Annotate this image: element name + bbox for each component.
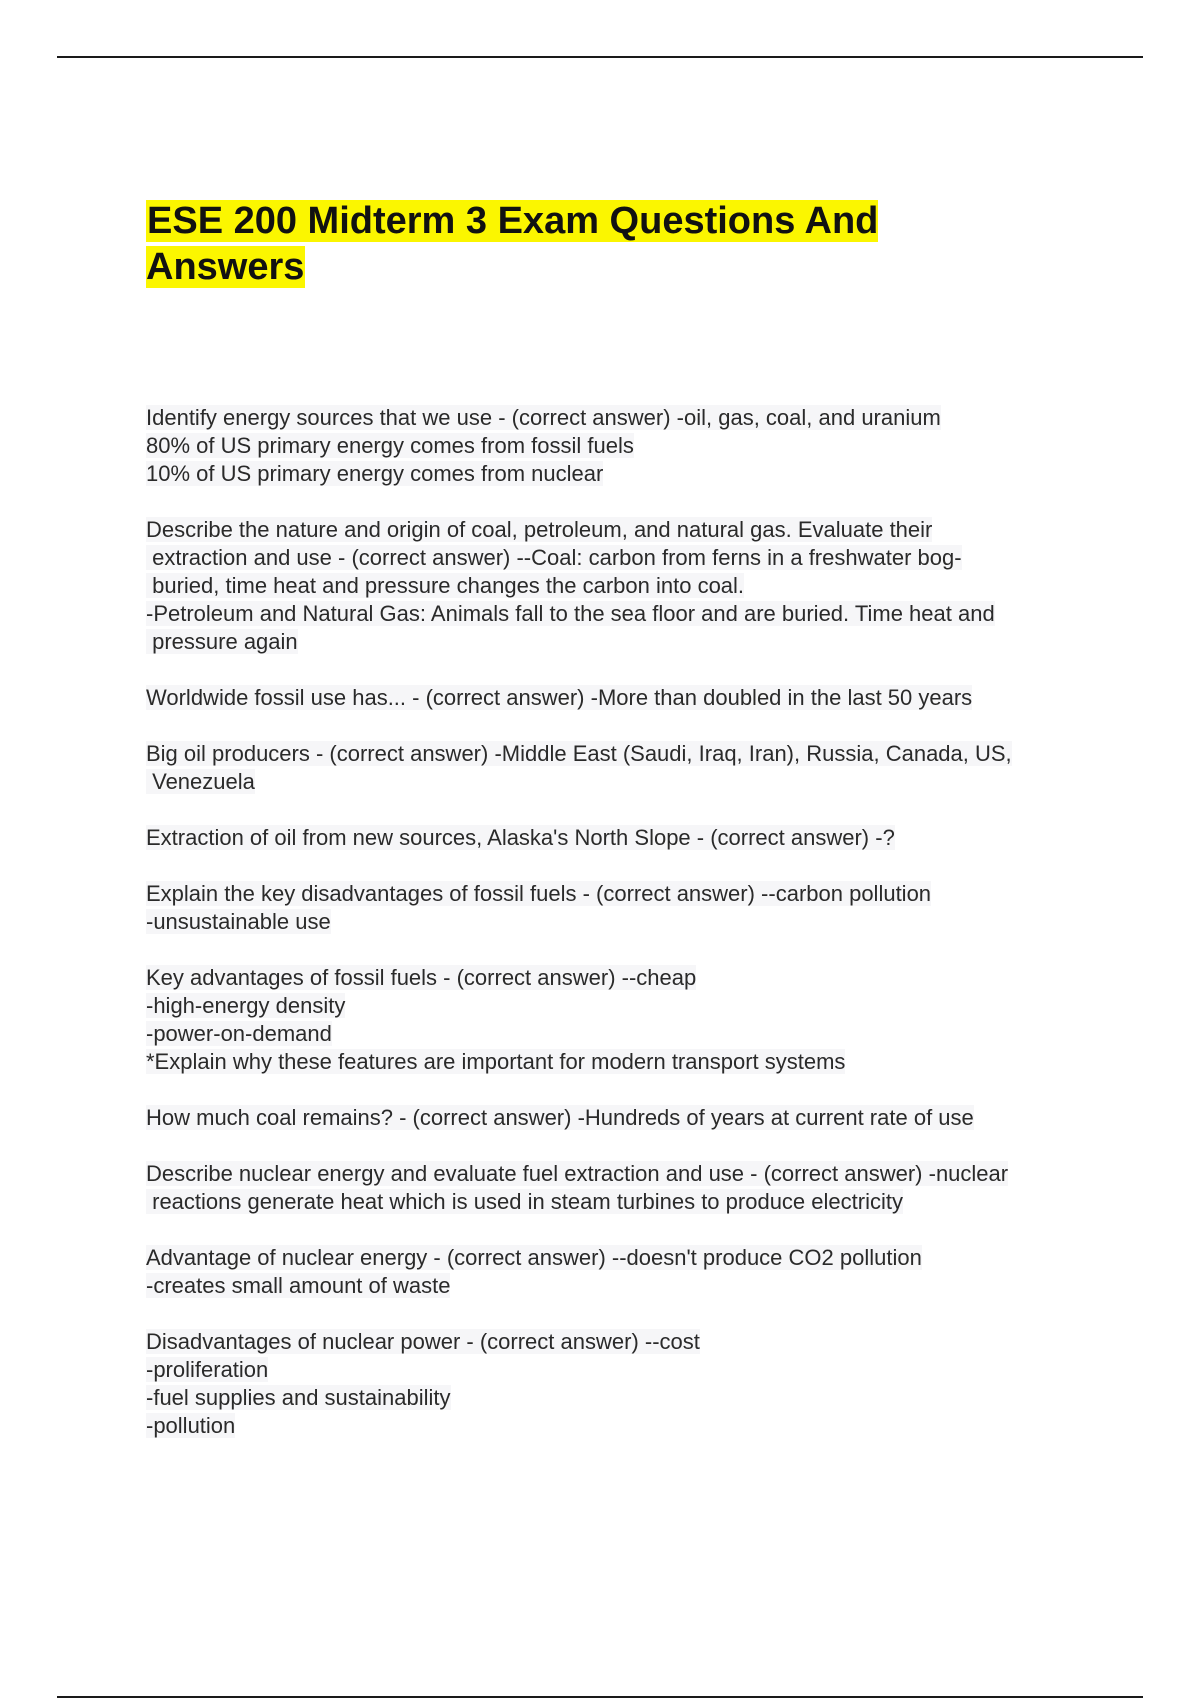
qa-item xyxy=(146,404,1096,488)
qa-line-text: How much coal remains? - (correct answer) -Hundreds of years at current rate of use xyxy=(146,1105,974,1130)
qa-line xyxy=(146,1328,1096,1356)
qa-line-text: -power-on-demand xyxy=(146,1021,332,1046)
qa-line-text: Explain the key disadvantages of fossil fuels - (correct answer) --carbon pollution xyxy=(146,881,932,906)
qa-line xyxy=(146,1356,1096,1384)
qa-line-text: Disadvantages of nuclear power - (correct answer) --cost xyxy=(146,1329,700,1354)
qa-line xyxy=(146,992,1096,1020)
qa-line-text: Describe the nature and origin of coal, petroleum, and natural gas. Evaluate their xyxy=(146,517,933,542)
qa-line-text: Identify energy sources that we use - (correct answer) -oil, gas, coal, and uranium xyxy=(146,405,941,430)
qa-line-text: Extraction of oil from new sources, Alaska's North Slope - (correct answer) -? xyxy=(146,825,895,850)
title-highlight: ESE 200 Midterm 3 Exam Questions And Answers xyxy=(146,200,879,288)
qa-line xyxy=(146,516,1096,544)
qa-line xyxy=(146,544,1096,572)
qa-line-text: -Petroleum and Natural Gas: Animals fall to the sea floor and are buried. Time heat and xyxy=(146,601,995,626)
qa-line-text: extraction and use - (correct answer) --Coal: carbon from ferns in a freshwater bog- xyxy=(146,545,962,570)
qa-item xyxy=(146,684,1096,712)
qa-item xyxy=(146,516,1096,656)
qa-line-text: 80% of US primary energy comes from fossil fuels xyxy=(146,433,634,458)
qa-line xyxy=(146,600,1096,628)
qa-line xyxy=(146,1048,1096,1076)
qa-line-text: -proliferation xyxy=(146,1357,269,1382)
bottom-rule xyxy=(57,1696,1143,1698)
qa-line-text: reactions generate heat which is used in steam turbines to produce electricity xyxy=(146,1189,903,1214)
qa-line-text: -creates small amount of waste xyxy=(146,1273,451,1298)
qa-line xyxy=(146,628,1096,656)
qa-line xyxy=(146,1104,1096,1132)
qa-line xyxy=(146,964,1096,992)
qa-item xyxy=(146,1104,1096,1132)
qa-item xyxy=(146,1160,1096,1216)
qa-line-text: Advantage of nuclear energy - (correct answer) --doesn't produce CO2 pollution xyxy=(146,1245,922,1270)
qa-line xyxy=(146,908,1096,936)
qa-line-text: 10% of US primary energy comes from nuclear xyxy=(146,461,604,486)
top-rule xyxy=(57,56,1143,58)
qa-line xyxy=(146,1020,1096,1048)
qa-line xyxy=(146,824,1096,852)
qa-line-text: *Explain why these features are important for modern transport systems xyxy=(146,1049,846,1074)
qa-item xyxy=(146,964,1096,1076)
qa-item xyxy=(146,824,1096,852)
qa-line-text: Worldwide fossil use has... - (correct answer) -More than doubled in the last 50 years xyxy=(146,685,973,710)
qa-line-text: -pollution xyxy=(146,1413,236,1438)
qa-line xyxy=(146,460,1096,488)
qa-line-text: pressure again xyxy=(146,629,298,654)
qa-line xyxy=(146,740,1096,768)
qa-line xyxy=(146,880,1096,908)
qa-line xyxy=(146,1160,1096,1188)
qa-line-text: Key advantages of fossil fuels - (correct answer) --cheap xyxy=(146,965,697,990)
qa-line-text: -high-energy density xyxy=(146,993,346,1018)
qa-line xyxy=(146,572,1096,600)
qa-list xyxy=(146,404,1096,1468)
qa-line xyxy=(146,1412,1096,1440)
qa-line xyxy=(146,1244,1096,1272)
qa-line xyxy=(146,768,1096,796)
qa-line-text: -unsustainable use xyxy=(146,909,331,934)
qa-item xyxy=(146,740,1096,796)
qa-line xyxy=(146,1188,1096,1216)
qa-line-text: buried, time heat and pressure changes the carbon into coal. xyxy=(146,573,745,598)
qa-line xyxy=(146,684,1096,712)
qa-line xyxy=(146,1272,1096,1300)
qa-line-text: -fuel supplies and sustainability xyxy=(146,1385,451,1410)
qa-line-text: Describe nuclear energy and evaluate fuel extraction and use - (correct answer) -nuclear xyxy=(146,1161,1009,1186)
qa-line xyxy=(146,1384,1096,1412)
qa-line xyxy=(146,432,1096,460)
qa-item xyxy=(146,1244,1096,1300)
document-title xyxy=(146,198,1046,290)
qa-item xyxy=(146,1328,1096,1440)
qa-line-text: Big oil producers - (correct answer) -Middle East (Saudi, Iraq, Iran), Russia, Canada, US, xyxy=(146,741,1012,766)
qa-line-text: Venezuela xyxy=(146,769,255,794)
qa-line xyxy=(146,404,1096,432)
qa-item xyxy=(146,880,1096,936)
